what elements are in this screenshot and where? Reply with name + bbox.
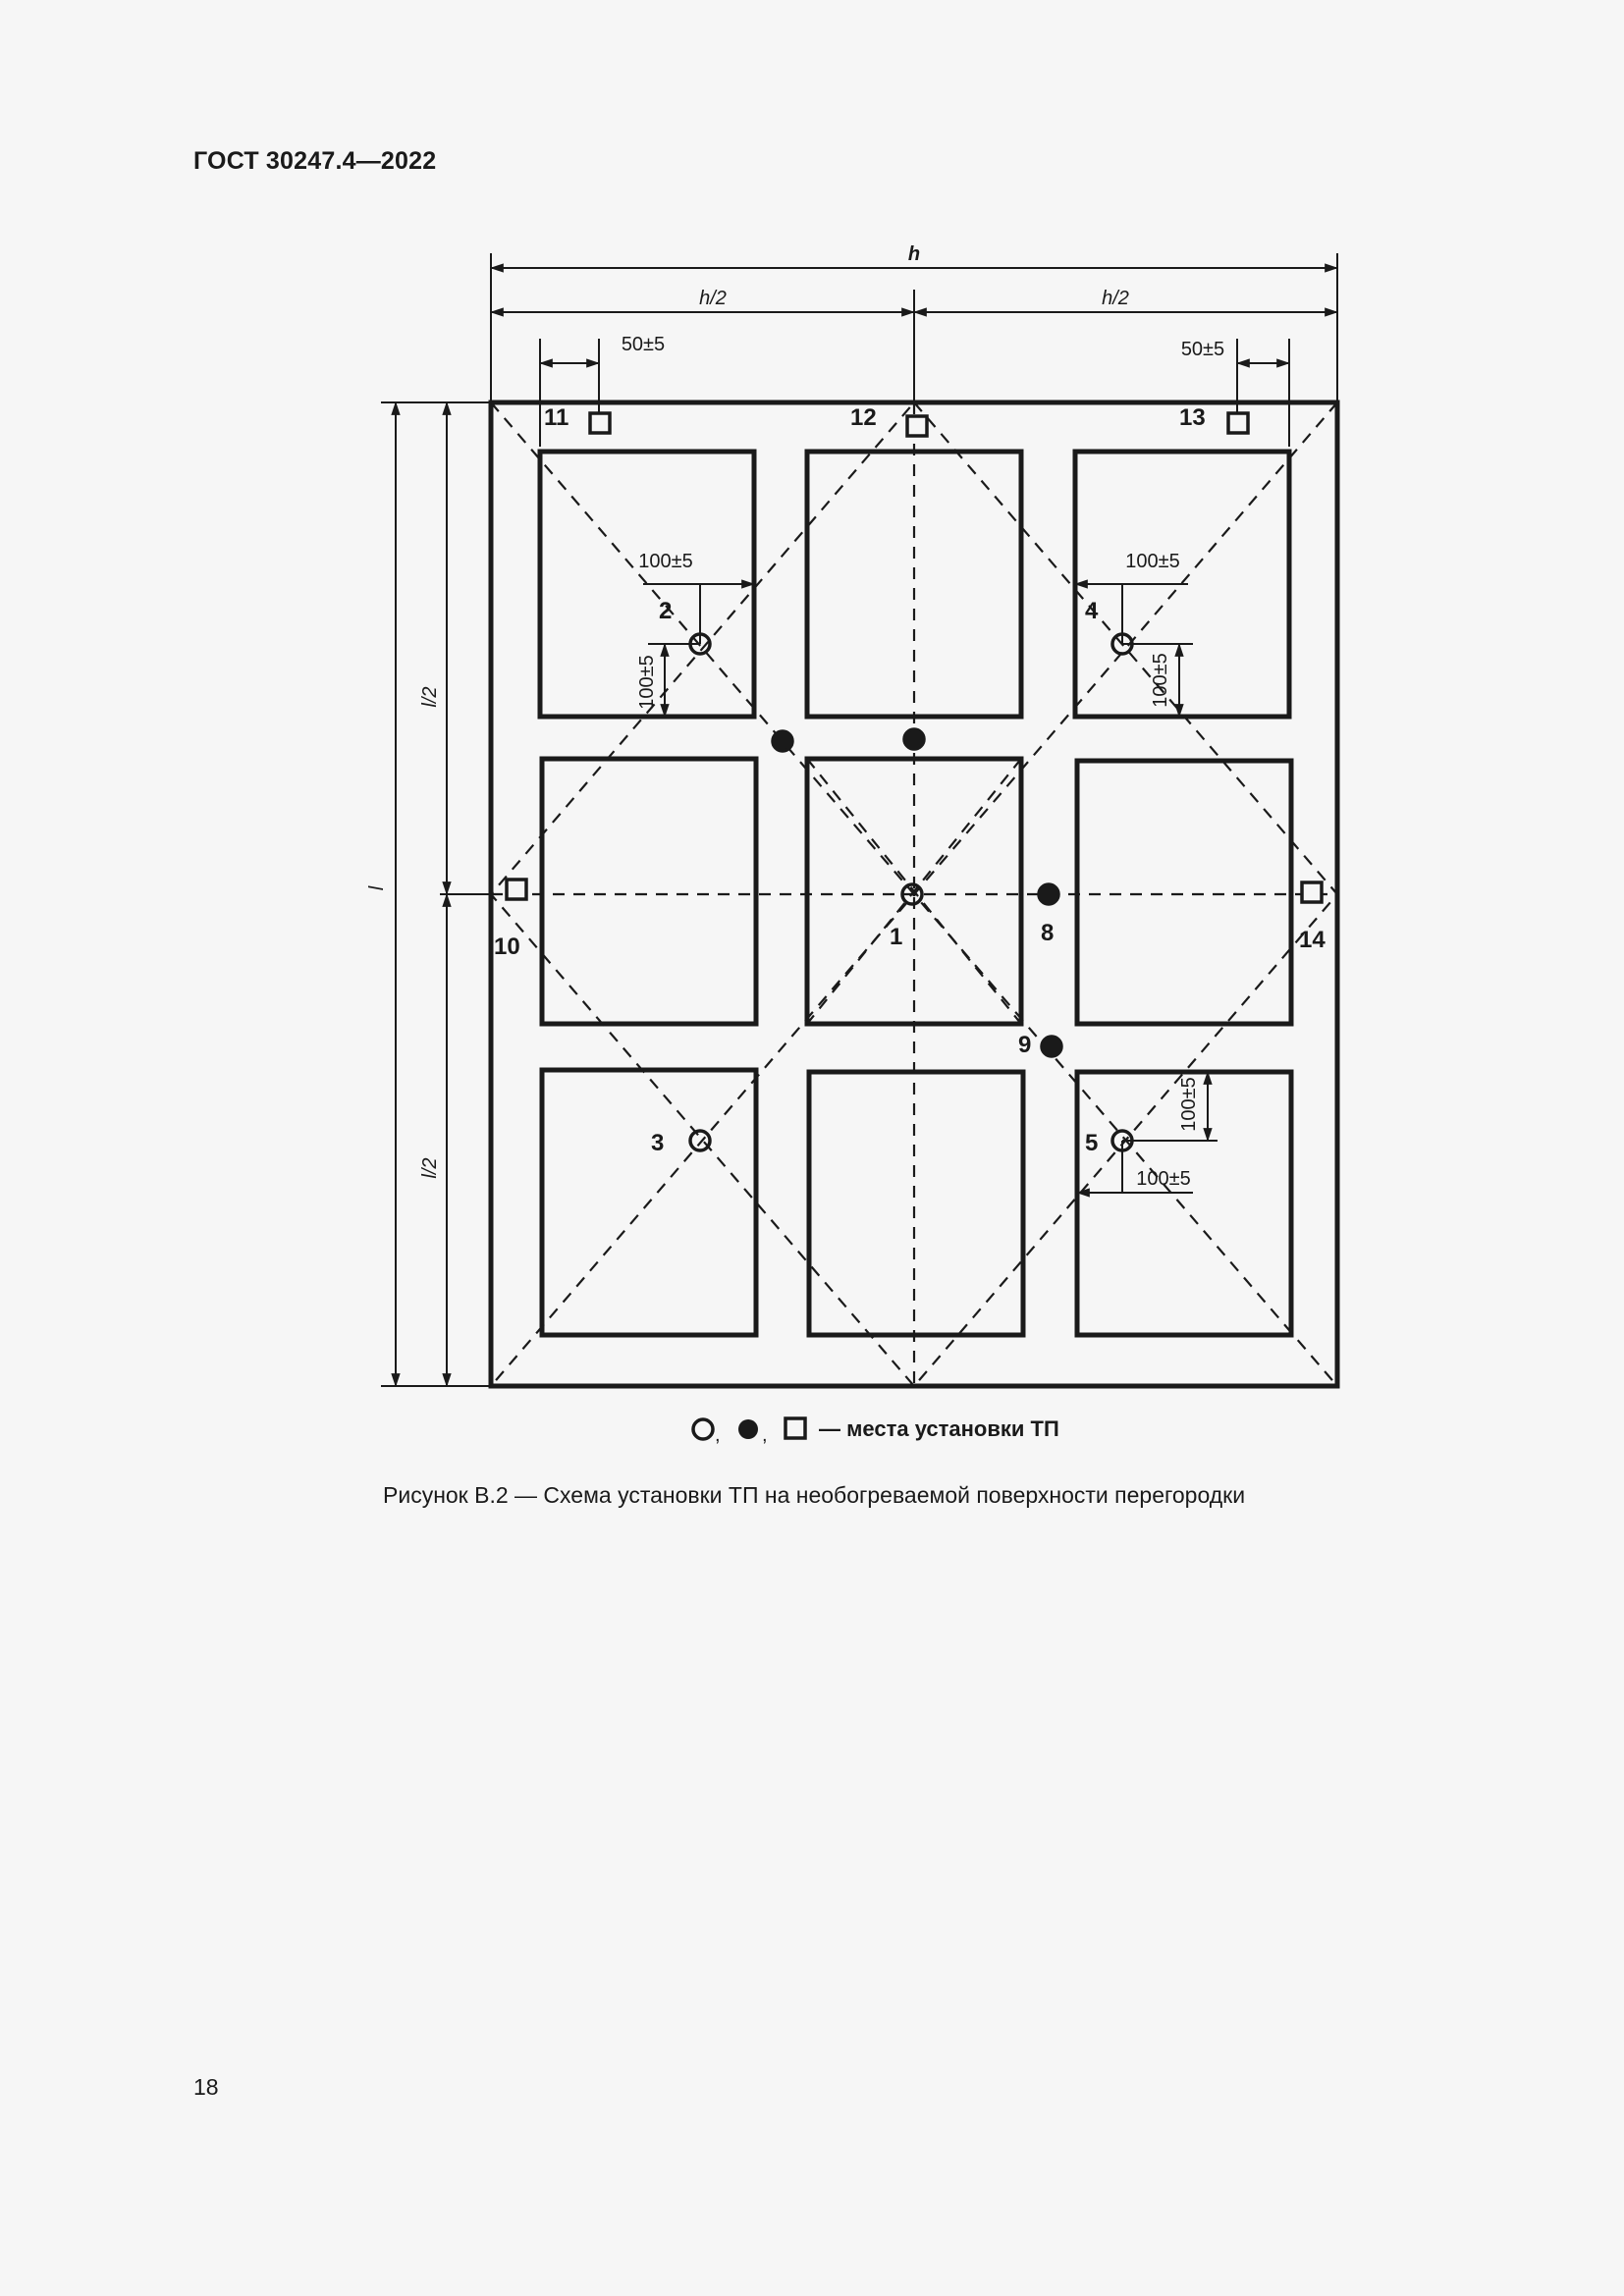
point-label-2: 2 (659, 598, 673, 624)
point-label-9: 9 (1018, 1032, 1032, 1058)
construction-lines (491, 402, 1337, 1386)
point-label-14: 14 (1299, 927, 1326, 953)
point-label-11: 11 (544, 404, 569, 431)
legend-separator-1: , (715, 1424, 721, 1446)
point-label-1: 1 (890, 924, 903, 950)
hollow-circle-marker-3 (690, 1131, 710, 1150)
dim-label-l2-top: l/2 (419, 686, 441, 708)
dim-label-h2-right: h/2 (1102, 288, 1129, 309)
legend-square-icon (785, 1418, 805, 1438)
square-marker-13 (1228, 413, 1248, 433)
dim-label-p2-vertical: 100±5 (636, 655, 658, 710)
dim-label-h2-left: h/2 (699, 288, 727, 309)
filled-circle-marker-8 (1039, 884, 1058, 904)
legend-hollow-circle-icon (693, 1419, 713, 1439)
legend-text: — места установки ТП (819, 1416, 1059, 1441)
point-label-8: 8 (1041, 920, 1055, 946)
point-label-3: 3 (651, 1130, 665, 1156)
dim-label-offset-right: 50±5 (1180, 339, 1225, 360)
filled-circle-marker-6 (773, 731, 792, 751)
square-marker-11 (590, 413, 610, 433)
dim-label-p4-horizontal: 100±5 (1125, 551, 1180, 572)
dim-label-l2-bottom: l/2 (419, 1157, 441, 1179)
legend (693, 1416, 1059, 1446)
page-number: 18 (193, 2074, 219, 2100)
point-label-4: 4 (1085, 598, 1099, 624)
point-label-5: 5 (1085, 1130, 1099, 1156)
dim-label-h: h (907, 243, 921, 265)
dim-label-p5-horizontal: 100±5 (1136, 1168, 1191, 1190)
point-label-13: 13 (1179, 404, 1206, 431)
square-marker-10 (507, 880, 526, 899)
filled-circle-marker-7 (904, 729, 924, 749)
square-marker-12 (907, 416, 927, 436)
legend-separator-2: , (762, 1424, 768, 1446)
dim-label-p5-vertical: 100±5 (1178, 1077, 1200, 1132)
point-label-10: 10 (494, 934, 520, 960)
dim-label-offset-left: 50±5 (621, 334, 666, 355)
square-marker-14 (1302, 882, 1322, 902)
figure-caption: Рисунок В.2 — Схема установки ТП на необогреваемой поверхности перегородки (383, 1482, 1246, 1508)
filled-circle-marker-9 (1042, 1037, 1061, 1056)
document-header: ГОСТ 30247.4—2022 (193, 147, 437, 175)
dim-label-p4-vertical: 100±5 (1150, 653, 1171, 708)
point-label-12: 12 (850, 404, 877, 431)
dim-label-p2-horizontal: 100±5 (638, 551, 693, 572)
dim-label-l: l (366, 885, 388, 891)
legend-filled-circle-icon (738, 1419, 758, 1439)
